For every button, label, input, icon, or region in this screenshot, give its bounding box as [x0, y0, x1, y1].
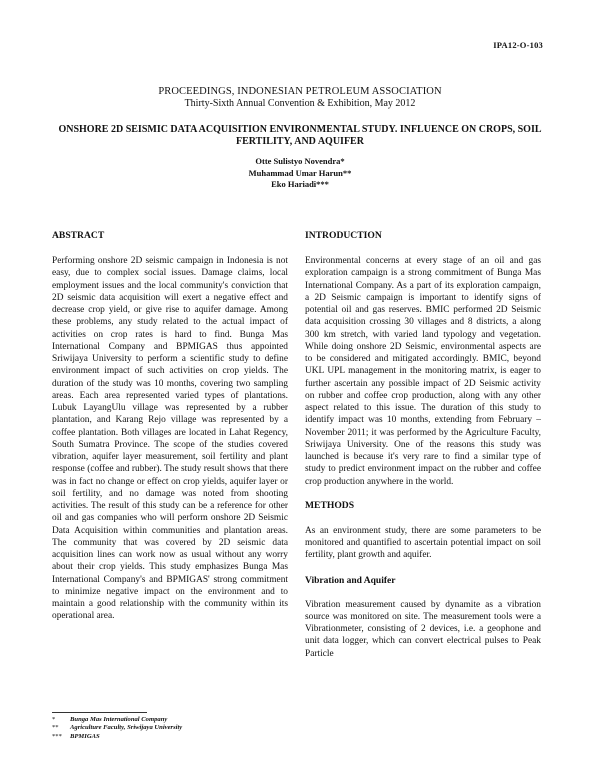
- introduction-text: Environmental concerns at every stage of an oil and gas exploration campaign is a strong commitment of Bunga Mas International Company. As a part of its exploration campaign, a 2D Seismic campaign is important to identify signs of potential oil and gas reserves. BMIC performed 2D Seismic data acquisition crossing 30 villages and 8 districts, a along 300 km stretch, with varied land typology and vegetation. While doing onshore 2D Seismic, environmental aspects are to be considered and mitigated accordingly. BMIC, beyond UKL UPL management in the monitoring matrix, is eager to further ascertain any possible impact of 2D Seismic activity on rubber and coffee crop production, along with any other aspect related to this issue. The duration of this study to identify impact was 10 months, extending from February – November 2011; it was performed by the Agriculture Faculty, Sriwijaya University. One of the reasons this study was launched is because it's very rare to find a similar type of study to predict environment impact on the rubber and coffee crop production anywhere in the world.: [305, 256, 541, 487]
- footnote: [52, 733, 182, 741]
- methods-heading: METHODS: [305, 499, 355, 511]
- author-list: [0, 156, 600, 191]
- introduction-heading: INTRODUCTION: [305, 230, 382, 241]
- footnote: [52, 724, 182, 732]
- vibration-heading: Vibration and Aquifer: [305, 575, 396, 586]
- footnote: [52, 716, 182, 724]
- abstract-heading: ABSTRACT: [52, 230, 105, 241]
- left-column: [52, 230, 288, 623]
- proceedings-header: PROCEEDINGS, INDONESIAN PETROLEUM ASSOCIATION: [158, 86, 442, 97]
- methods-text: As an environment study, there are some parameters to be monitored and quantified to ascertain potential impact on soil fertility, plant growth and aquifer.: [305, 525, 541, 561]
- vibration-text: Vibration measurement caused by dynamite as a vibration source was monitored on site. The measurement tools were a Vibrationmeter, consisting of 2 devices, i.e. a geophone and unit data logger, which can convert electrical pulses to Peak Particle: [305, 599, 541, 659]
- right-column: [305, 230, 541, 660]
- footnote-mark: ***: [52, 732, 62, 740]
- footnote-divider: [52, 712, 147, 713]
- footnotes: [52, 716, 182, 741]
- footnote-text: BPMIGAS: [70, 732, 100, 740]
- convention-line: Thirty-Sixth Annual Convention & Exhibition, May 2012: [184, 98, 416, 109]
- author-name: Eko Hariadi***: [271, 179, 329, 189]
- author-name: Muhammad Umar Harun**: [248, 167, 352, 178]
- author-name: Otte Sulistyo Novendra*: [255, 156, 345, 166]
- footnote-mark: *: [52, 716, 56, 723]
- abstract-text: Performing onshore 2D seismic campaign in Indonesia is not easy, due to complex social issues. Damage claims, local employment issues and the local community's conviction that 2D seismic data acquisition will exert a negative effect and decrease crop yield, or give rise to aquifer damage. Among these problems, any study related to the actual impact of activities on crop rates is hard to find. Bunga Mas International Company and BPMIGAS thus appointed Sriwijaya University to perform a scientific study to define environment impact of such activities on crop yields. The duration of the study was 10 months, covering two sampling areas. Each area represented varied types of plantations. Lubuk LayangUlu village was represented by a rubber plantation, and Karang Rejo village was represented by a coffee plantation. Both villages are located in Lahat Regency, South Sumatra Province. The scope of the studies covered vibration, aquifer layer measurement, soil fertility and plant response (coffee and rubber). The study result shows that there was in fact no change or effect on crop yields, aquifer layer or soil fertility, and no damage was noted from shooting activities. The result of this study can be a reference for other oil and gas companies who will perform onshore 2D Seismic Data Acquisition within communities and plantation areas. The community that was covered by 2D seismic data acquisition lines can work now as usual without any worry about their crop yields. This study emphasizes Bunga Mas International Company's and BPMIGAS' strong commitment to minimize negative impact on the environment and to maintain a good relationship with the community within its operational area.: [52, 256, 288, 622]
- paper-title: ONSHORE 2D SEISMIC DATA ACQUISITION ENVIRONMENTAL STUDY. INFLUENCE ON CROPS, SOIL FERTILITY, AND AQUIFER: [58, 124, 542, 147]
- footnote-text: Agriculture Faculty, Sriwijaya University: [70, 724, 183, 732]
- footnote-text: Bunga Mas International Company: [70, 716, 168, 723]
- document-id: IPA12-O-103: [493, 40, 543, 50]
- footnote-mark: **: [52, 724, 59, 732]
